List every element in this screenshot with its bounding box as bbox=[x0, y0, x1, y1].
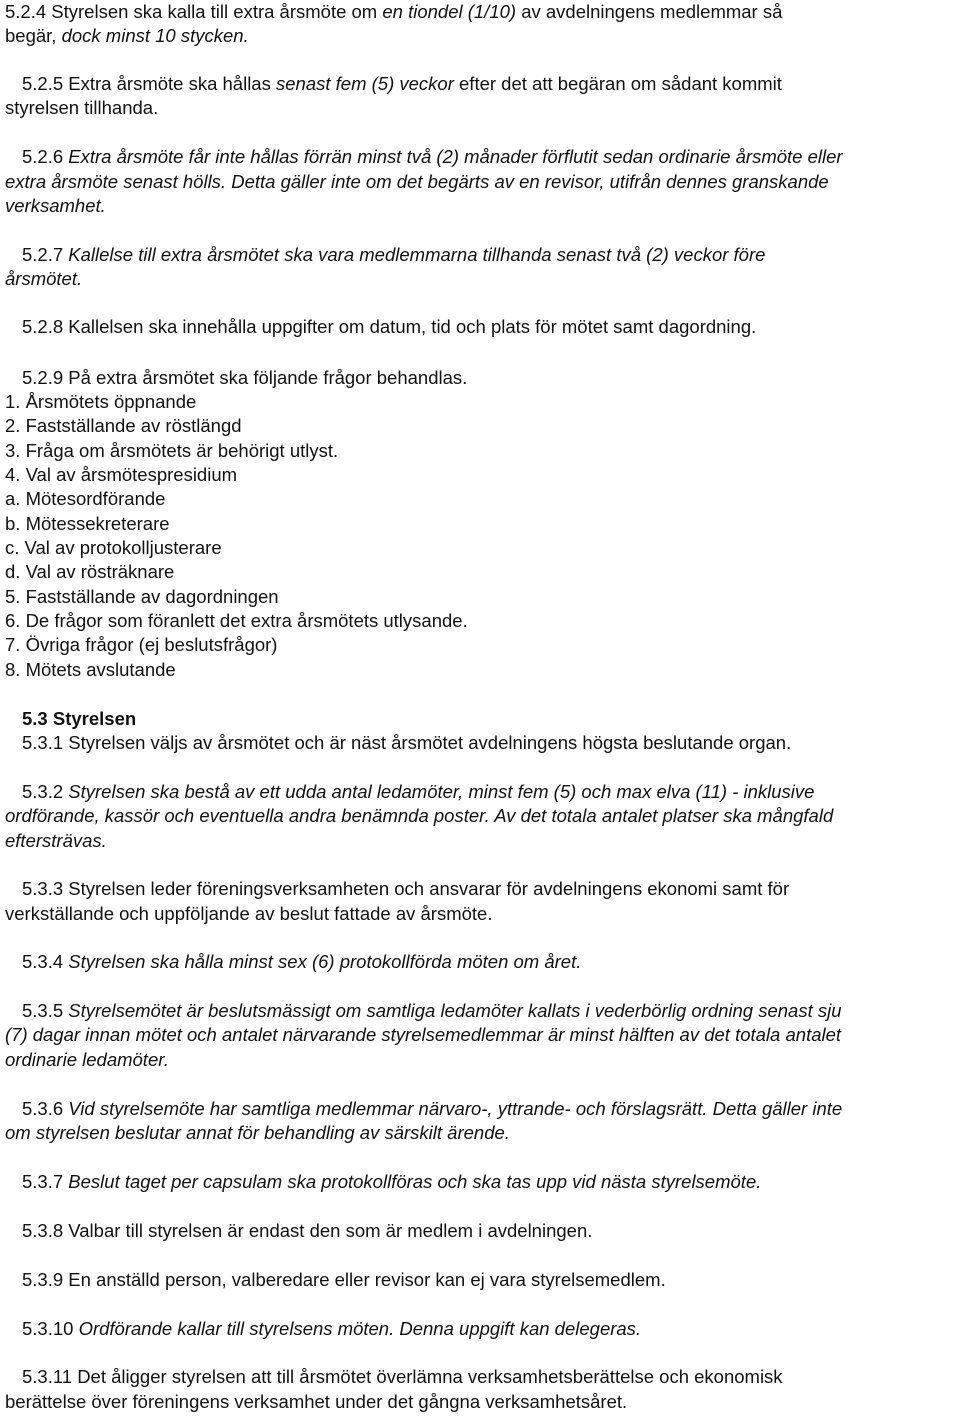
emphasis-text: Styrelsen ska hålla minst sex (6) protokollförda möten om året. bbox=[63, 951, 582, 972]
emphasis-text: Ordförande kallar till styrelsens möten. Denna uppgift kan delegeras. bbox=[73, 1318, 642, 1339]
paragraph-5-2-4-line-1 bbox=[5, 0, 782, 24]
section-number: 5.3.5 bbox=[22, 1000, 64, 1021]
agenda-item: 2. Fastställande av röstlängd bbox=[5, 415, 242, 436]
section-number: 5.2.6 bbox=[22, 146, 64, 167]
paragraph-5-3-2-line-2: ordförande, kassör och eventuella andra benämnda poster. Av det totala antalet platser ska mångfald bbox=[5, 805, 834, 826]
paragraph-5-3-2-line-3: eftersträvas. bbox=[5, 830, 107, 851]
agenda-item: 5. Fastställande av dagordningen bbox=[5, 586, 279, 607]
agenda-item: 7. Övriga frågor (ej beslutsfrågor) bbox=[5, 634, 278, 655]
paragraph-5-3-2-line-1 bbox=[22, 780, 814, 804]
paragraph-5-3-5-line-3: ordinarie ledamöter. bbox=[5, 1049, 169, 1070]
paragraph-5-3-6-line-1 bbox=[22, 1097, 842, 1121]
paragraph-5-3-9: 5.3.9 En anställd person, valberedare eller revisor kan ej vara styrelsemedlem. bbox=[22, 1269, 666, 1290]
section-heading-5-3: 5.3 Styrelsen bbox=[22, 708, 137, 729]
emphasis-text: dock minst 10 stycken. bbox=[61, 25, 249, 46]
paragraph-5-2-6-line-3: verksamhet. bbox=[5, 195, 106, 216]
section-number: 5.2.5 bbox=[22, 73, 64, 94]
paragraph-5-2-9: 5.2.9 På extra årsmötet ska följande frågor behandlas. bbox=[22, 367, 468, 388]
paragraph-5-3-5-line-1 bbox=[22, 999, 842, 1023]
text: Extra årsmöte ska hållas bbox=[63, 73, 276, 94]
paragraph-5-2-5-line-2: styrelsen tillhanda. bbox=[5, 97, 159, 118]
text: efter det att begäran om sådant kommit bbox=[453, 73, 782, 94]
emphasis-text: Styrelsemötet är beslutsmässigt om samtliga ledamöter kallats i vederbörlig ordning senast sju bbox=[63, 1000, 842, 1021]
emphasis-text: Extra årsmöte får inte hållas förrän minst två (2) månader förflutit sedan ordinarie årsmöte eller bbox=[63, 146, 843, 167]
paragraph-5-3-11-line-2: berättelse över föreningens verksamhet under det gångna verksamhetsåret. bbox=[5, 1391, 628, 1412]
paragraph-5-3-11-line-1: 5.3.11 Det åligger styrelsen att till årsmötet överlämna verksamhetsberättelse och ekonomisk bbox=[22, 1366, 783, 1387]
paragraph-5-3-6-line-2: om styrelsen beslutar annat för behandling av särskilt ärende. bbox=[5, 1122, 510, 1143]
emphasis-text: senast fem (5) veckor bbox=[276, 73, 454, 94]
section-number: 5.3.4 bbox=[22, 951, 64, 972]
text: begär, bbox=[5, 25, 62, 46]
section-number: 5.2.4 bbox=[5, 1, 47, 22]
paragraph-5-2-7-line-1 bbox=[22, 243, 765, 267]
emphasis-text: Beslut taget per capsulam ska protokollföras och ska tas upp vid nästa styrelsemöte. bbox=[63, 1171, 762, 1192]
agenda-item: 6. De frågor som föranlett det extra årsmötets utlysande. bbox=[5, 610, 468, 631]
agenda-item: c. Val av protokolljusterare bbox=[5, 537, 222, 558]
section-number: 5.3.2 bbox=[22, 781, 64, 802]
paragraph-5-3-4 bbox=[22, 950, 581, 974]
agenda-item: 3. Fråga om årsmötets är behörigt utlyst. bbox=[5, 440, 339, 461]
section-number: 5.3.6 bbox=[22, 1098, 64, 1119]
paragraph-5-3-8: 5.3.8 Valbar till styrelsen är endast den som är medlem i avdelningen. bbox=[22, 1220, 593, 1241]
paragraph-5-3-3-line-2: verkställande och uppföljande av beslut fattade av årsmöte. bbox=[5, 903, 493, 924]
paragraph-5-2-7-line-2: årsmötet. bbox=[5, 268, 83, 289]
paragraph-5-3-10 bbox=[22, 1317, 641, 1341]
section-number: 5.3.7 bbox=[22, 1171, 64, 1192]
section-number: 5.2.7 bbox=[22, 244, 64, 265]
agenda-item: a. Mötesordförande bbox=[5, 488, 166, 509]
emphasis-text: Vid styrelsemöte har samtliga medlemmar närvaro-, yttrande- och förslagsrätt. Detta gäller inte bbox=[63, 1098, 843, 1119]
emphasis-text: en tiondel (1/10) bbox=[382, 1, 517, 22]
agenda-item: b. Mötessekreterare bbox=[5, 513, 170, 534]
agenda-item: d. Val av rösträknare bbox=[5, 561, 175, 582]
paragraph-5-3-7 bbox=[22, 1170, 761, 1194]
paragraph-5-3-1: 5.3.1 Styrelsen väljs av årsmötet och är näst årsmötet avdelningens högsta beslutande organ. bbox=[22, 732, 792, 753]
emphasis-text: Kallelse till extra årsmötet ska vara medlemmarna tillhanda senast två (2) veckor före bbox=[63, 244, 766, 265]
section-number: 5.3.10 bbox=[22, 1318, 74, 1339]
text: av avdelningens medlemmar så bbox=[516, 1, 783, 22]
paragraph-5-3-3-line-1: 5.3.3 Styrelsen leder föreningsverksamheten och ansvarar för avdelningens ekonomi samt för bbox=[22, 878, 790, 899]
emphasis-text: Styrelsen ska bestå av ett udda antal ledamöter, minst fem (5) och max elva (11) - inklusive bbox=[63, 781, 815, 802]
text: Styrelsen ska kalla till extra årsmöte om bbox=[46, 1, 383, 22]
agenda-item: 1. Årsmötets öppnande bbox=[5, 391, 197, 412]
paragraph-5-2-8: 5.2.8 Kallelsen ska innehålla uppgifter om datum, tid och plats för mötet samt dagordning. bbox=[22, 316, 757, 337]
paragraph-5-2-5-line-1 bbox=[22, 72, 782, 96]
paragraph-5-3-5-line-2: (7) dagar innan mötet och antalet närvarande styrelsemedlemmar är minst hälften av det totala antalet bbox=[5, 1024, 842, 1045]
paragraph-5-2-4-line-2 bbox=[5, 24, 249, 48]
agenda-item: 4. Val av årsmötespresidium bbox=[5, 464, 238, 485]
paragraph-5-2-6-line-1 bbox=[22, 145, 843, 169]
paragraph-5-2-6-line-2: extra årsmöte senast hölls. Detta gäller inte om det begärts av en revisor, utifrån dennes granskande bbox=[5, 171, 829, 192]
agenda-item: 8. Mötets avslutande bbox=[5, 659, 176, 680]
